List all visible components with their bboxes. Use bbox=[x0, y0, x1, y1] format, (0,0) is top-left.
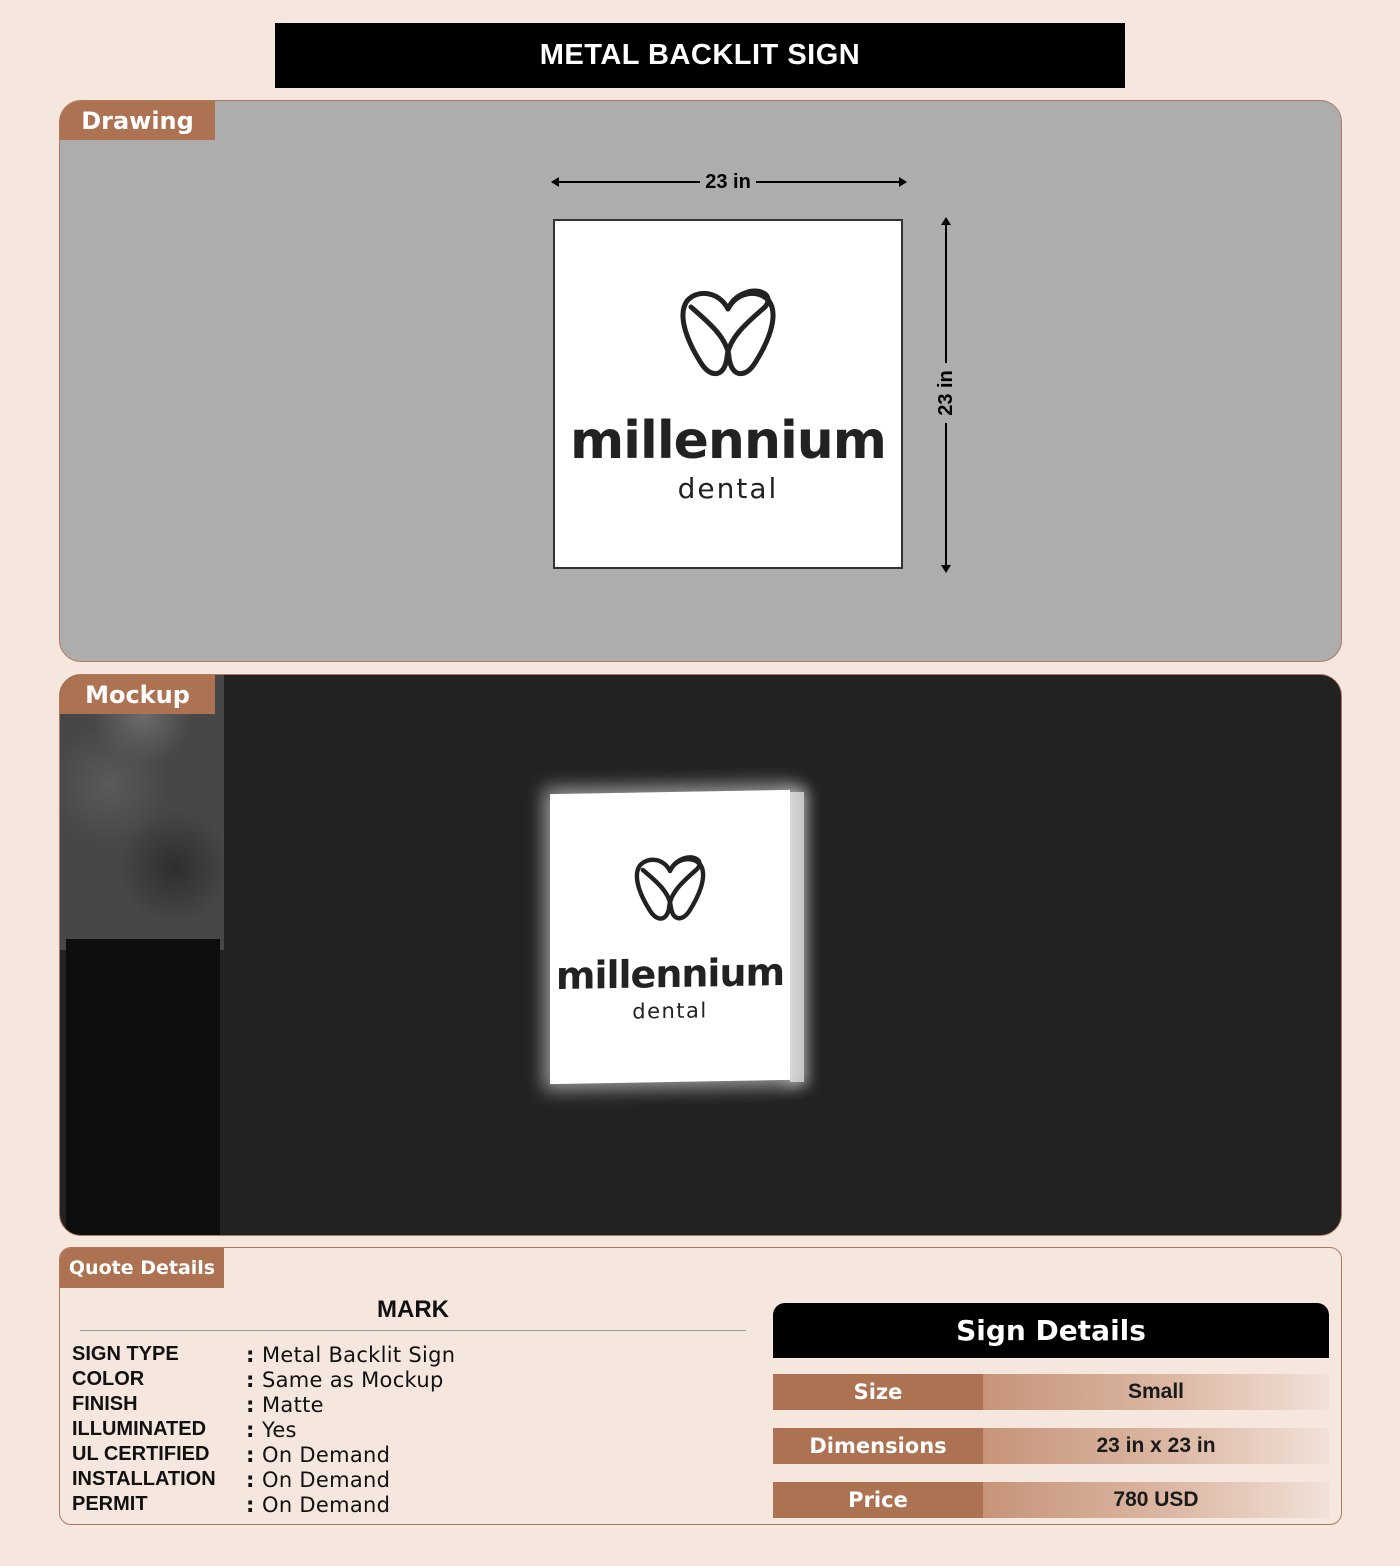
sign-detail-value: 23 in x 23 in bbox=[983, 1428, 1329, 1464]
spec-colon: : bbox=[246, 1467, 255, 1492]
spec-colon: : bbox=[246, 1342, 255, 1367]
spec-colon: : bbox=[246, 1442, 255, 1467]
spec-key: UL CERTIFIED bbox=[72, 1443, 210, 1465]
tooth-icon bbox=[679, 287, 777, 387]
spec-colon: : bbox=[246, 1367, 255, 1392]
logo-word-dental: dental bbox=[632, 998, 708, 1024]
height-dimension-label: 23 in bbox=[934, 363, 958, 423]
sign-mockup-edge bbox=[790, 792, 804, 1082]
spec-list bbox=[72, 1342, 455, 1517]
spec-key: FINISH bbox=[72, 1393, 138, 1415]
sign-detail-row-price bbox=[773, 1482, 1329, 1518]
quote-tab-label: Quote Details bbox=[60, 1248, 224, 1288]
spec-value: Yes bbox=[262, 1417, 297, 1442]
drawing-tab-label: Drawing bbox=[60, 101, 215, 140]
logo-word-dental: dental bbox=[677, 472, 779, 505]
spec-key: SIGN TYPE bbox=[72, 1343, 179, 1365]
spec-key: ILLUMINATED bbox=[72, 1418, 207, 1440]
mark-label: MARK bbox=[377, 1296, 449, 1323]
page-title: METAL BACKLIT SIGN bbox=[275, 23, 1125, 88]
spec-key: PERMIT bbox=[72, 1493, 148, 1515]
sign-mockup bbox=[550, 790, 790, 1084]
spec-row-installation bbox=[72, 1467, 455, 1492]
drawing-panel bbox=[59, 100, 1342, 662]
spec-row-sign-type bbox=[72, 1342, 455, 1367]
sign-detail-key: Dimensions bbox=[773, 1428, 983, 1464]
dark-doorway bbox=[66, 939, 220, 1236]
sign-detail-key: Price bbox=[773, 1482, 983, 1518]
spec-row-ul-certified bbox=[72, 1442, 455, 1467]
width-dimension-label: 23 in bbox=[700, 169, 756, 195]
sign-detail-value: 780 USD bbox=[983, 1482, 1329, 1518]
tooth-icon bbox=[634, 853, 706, 930]
spec-value: Same as Mockup bbox=[262, 1367, 444, 1392]
sign-details-title: Sign Details bbox=[773, 1303, 1329, 1358]
concrete-wall bbox=[60, 675, 224, 950]
spec-row-color bbox=[72, 1367, 455, 1392]
spec-row-finish bbox=[72, 1392, 455, 1417]
spec-colon: : bbox=[246, 1492, 255, 1517]
mockup-tab-label: Mockup bbox=[60, 675, 215, 714]
spec-value: On Demand bbox=[262, 1467, 391, 1492]
logo-word-millennium: millennium bbox=[570, 411, 886, 471]
spec-colon: : bbox=[246, 1392, 255, 1417]
divider bbox=[80, 1330, 746, 1331]
mockup-panel bbox=[59, 674, 1342, 1236]
spec-value: On Demand bbox=[262, 1442, 391, 1467]
spec-row-permit bbox=[72, 1492, 455, 1517]
sign-detail-value: Small bbox=[983, 1374, 1329, 1410]
spec-row-illuminated bbox=[72, 1417, 455, 1442]
spec-key: COLOR bbox=[72, 1368, 145, 1390]
quote-details-panel bbox=[59, 1247, 1342, 1525]
sign-detail-row-dimensions bbox=[773, 1428, 1329, 1464]
spec-value: On Demand bbox=[262, 1492, 391, 1517]
sign-detail-row-size bbox=[773, 1374, 1329, 1410]
spec-colon: : bbox=[246, 1417, 255, 1442]
spec-value: Metal Backlit Sign bbox=[262, 1342, 456, 1367]
spec-key: INSTALLATION bbox=[72, 1468, 216, 1490]
sign-detail-key: Size bbox=[773, 1374, 983, 1410]
logo-word-millennium: millennium bbox=[555, 950, 785, 998]
spec-value: Matte bbox=[262, 1392, 324, 1417]
sign-drawing bbox=[553, 219, 903, 569]
